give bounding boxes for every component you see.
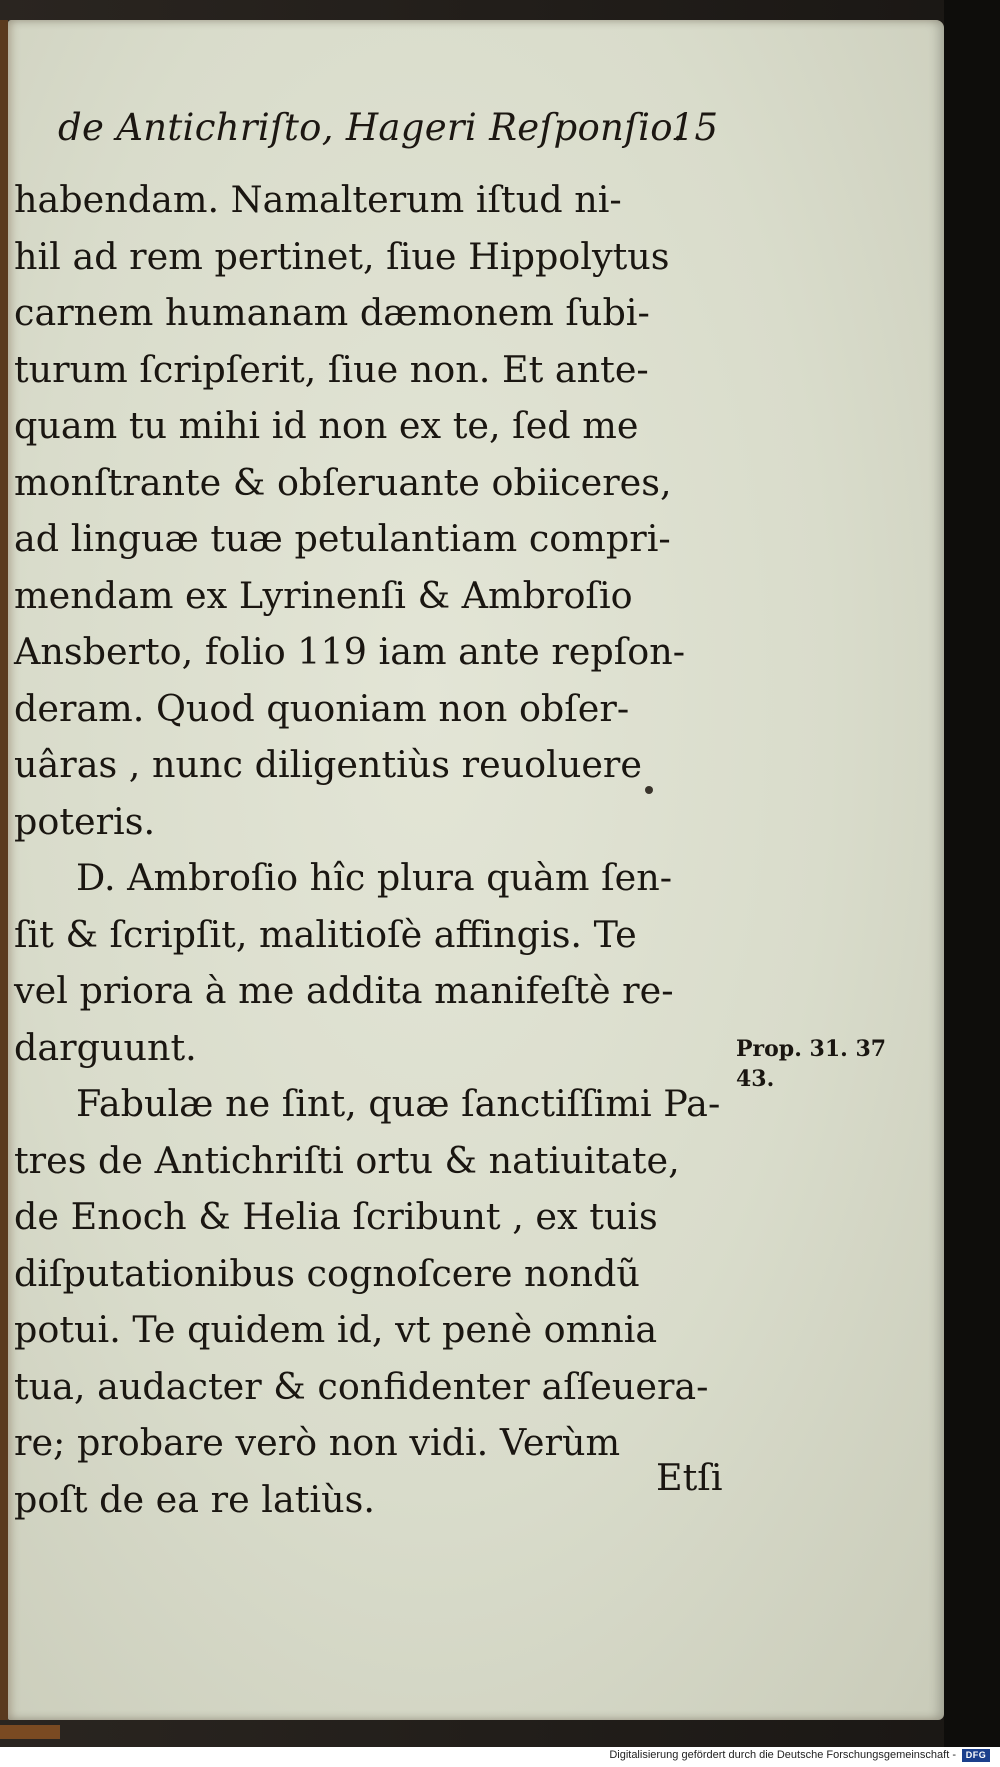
- text-line: tres de Antichriſti ortu & natiuitate,: [14, 1138, 680, 1182]
- page-number: 15: [670, 106, 718, 149]
- ink-speck: [645, 786, 653, 794]
- text-line: quam tu mihi id non ex te, ſed me: [14, 404, 639, 447]
- footer-credit: Digitalisierung gefördert durch die Deutsche Forschungsgemeinschaft -: [609, 1749, 956, 1761]
- text-line: de Enoch & Helia ſcribunt , ex tuis: [14, 1195, 658, 1238]
- book-spine-edge: [0, 20, 8, 1720]
- text-line: diſputationibus cognoſcere nondũ: [14, 1251, 640, 1295]
- dfg-logo: DFG: [962, 1749, 990, 1762]
- text-line: vel priora à me addita manifeſtè re-: [14, 969, 674, 1012]
- text-line: re; probare verò non vidi. Verùm: [14, 1421, 621, 1464]
- marginal-note: [736, 1034, 886, 1094]
- book-cover-edge: [0, 1725, 60, 1739]
- text-line: darguunt.: [14, 1025, 197, 1069]
- text-line: ſit & ſcripſit, malitioſè affingis. Te: [14, 912, 637, 956]
- text-line: Ansberto, folio 119 iam ante repſon-: [14, 630, 686, 673]
- text-line: carnem humanam dæmonem ſubi-: [14, 291, 650, 334]
- marginal-note-line: Prop. 31. 37: [736, 1036, 887, 1062]
- text-line: deram. Quod quoniam non obſer-: [14, 686, 630, 730]
- text-line: potui. Te quidem id, vt penè omnia: [14, 1308, 658, 1351]
- text-line: turum ſcripſerit, ſiue non. Et ante-: [14, 347, 649, 391]
- paragraph-start-line: Fabulæ ne ſint, quæ ſanctiſſimi Pa-: [76, 1082, 721, 1125]
- dark-margin: [944, 0, 1000, 1767]
- marginal-note-line: 43.: [736, 1066, 775, 1092]
- paragraph-start-line: D. Ambroſio hîc plura quàm ſen-: [76, 856, 673, 899]
- page-header: [58, 106, 718, 166]
- text-line: monſtrante & obſeruante obiiceres,: [14, 460, 672, 504]
- running-head: de Antichriſto, Hageri Reſponſio.: [58, 106, 685, 149]
- text-line: habendam. Namalterum iſtud ni-: [14, 178, 622, 221]
- text-line: mendam ex Lyrinenſi & Ambroſio: [14, 573, 633, 617]
- body-text: [14, 172, 729, 1528]
- text-line: poſt de ea re latiùs.: [14, 1477, 375, 1521]
- text-line: ad linguæ tuæ petulantiam compri-: [14, 517, 671, 560]
- text-line: poteris.: [14, 799, 156, 843]
- text-line: uâras , nunc diligentiùs reuoluere: [14, 743, 642, 786]
- catchword: Etſi: [656, 1456, 723, 1499]
- text-line: tua, audacter & confidenter aſſeuera-: [14, 1364, 709, 1408]
- text-line: hil ad rem pertinet, ſiue Hippolytus: [14, 234, 670, 278]
